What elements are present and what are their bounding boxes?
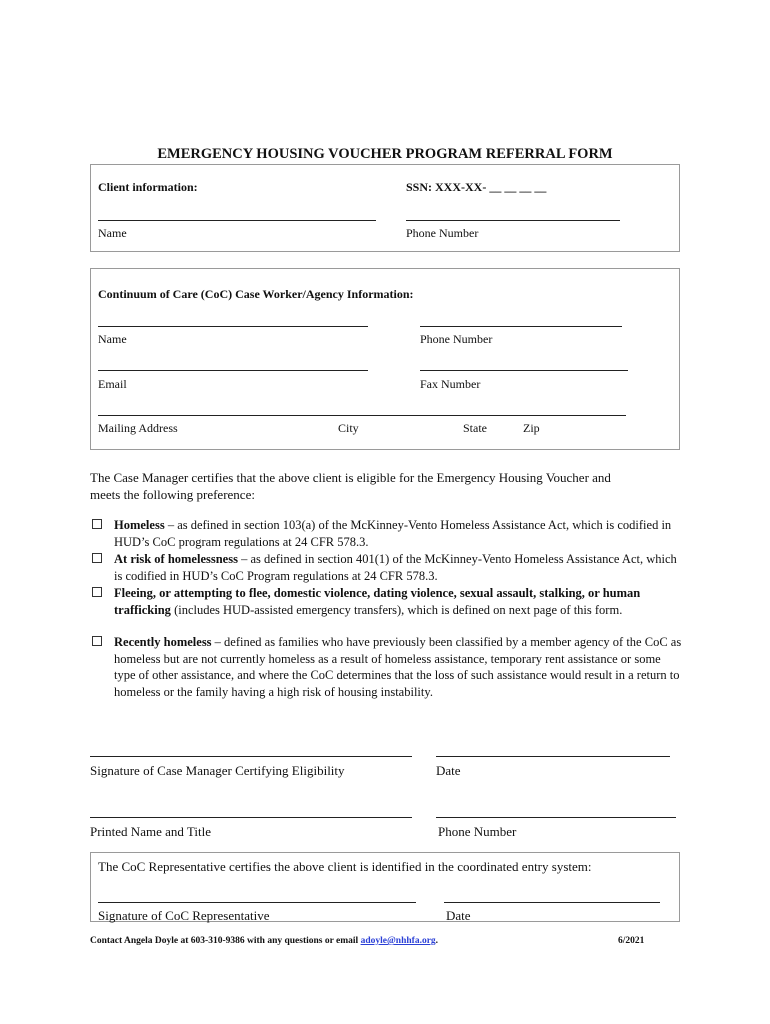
checkbox-homeless[interactable] (92, 519, 102, 529)
zip-label: Zip (523, 421, 540, 435)
option-at-risk[interactable] (114, 551, 684, 584)
coc-rep-statement: The CoC Representative certifies the above client is identified in the coordinated entry system: (98, 859, 592, 874)
coc-email-label: Email (98, 377, 127, 391)
option-fleeing-title: Fleeing, or attempting to flee, domestic violence, dating violence, sexual assault, stalking, or human trafficking (114, 586, 641, 617)
coc-email-line[interactable] (98, 370, 368, 371)
coc-name-line[interactable] (98, 326, 368, 327)
option-homeless-text: – as defined in section 103(a) of the McKinney-Vento Homeless Assistance Act, which is codified in HUD’s CoC program regulations at 24 CFR 578.3. (114, 518, 672, 549)
phone-line[interactable] (436, 817, 676, 818)
checkbox-recently-homeless[interactable] (92, 636, 102, 646)
coc-phone-line[interactable] (420, 326, 622, 327)
case-manager-signature-label: Signature of Case Manager Certifying Eligibility (90, 763, 345, 778)
client-phone-line[interactable] (406, 220, 620, 221)
option-recently-homeless[interactable] (114, 634, 684, 700)
option-at-risk-title: At risk of homelessness (114, 552, 238, 566)
option-homeless[interactable] (114, 517, 684, 550)
certify-line-2: meets the following preference: (90, 487, 255, 502)
ssn-field[interactable]: SSN: XXX-XX- __ __ __ __ (406, 180, 547, 194)
form-title: EMERGENCY HOUSING VOUCHER PROGRAM REFERRAL FORM (157, 146, 613, 162)
client-info-box (90, 164, 680, 252)
coc-fax-line[interactable] (420, 370, 628, 371)
mailing-address-label: Mailing Address (98, 421, 178, 435)
client-name-line[interactable] (98, 220, 376, 221)
coc-rep-date-label: Date (446, 908, 471, 923)
date-line-1[interactable] (436, 756, 670, 757)
state-label: State (463, 421, 487, 435)
option-fleeing[interactable] (114, 585, 684, 618)
coc-rep-signature-label: Signature of CoC Representative (98, 908, 270, 923)
certify-line-1: The Case Manager certifies that the above client is eligible for the Emergency Housing Voucher and (90, 470, 611, 485)
client-info-heading: Client information: (98, 180, 198, 194)
footer-contact-text: Contact Angela Doyle at 603-310-9386 with any questions or email (90, 936, 361, 946)
printed-name-line[interactable] (90, 817, 412, 818)
checkbox-fleeing[interactable] (92, 587, 102, 597)
checkbox-at-risk[interactable] (92, 553, 102, 563)
case-manager-signature-line[interactable] (90, 756, 412, 757)
option-recently-homeless-title: Recently homeless (114, 635, 212, 649)
city-label: City (338, 421, 359, 435)
coc-info-heading: Continuum of Care (CoC) Case Worker/Agency Information: (98, 287, 414, 301)
date-label-1: Date (436, 763, 461, 778)
phone-label: Phone Number (438, 824, 517, 839)
option-at-risk-text: – as defined in section 401(1) of the McKinney-Vento Homeless Assistance Act, which is codified in HUD’s CoC Program regulations at 24 CFR 578.3. (114, 552, 677, 583)
coc-phone-label: Phone Number (420, 332, 493, 346)
footer-email-link[interactable]: adoyle@nhhfa.org (360, 936, 436, 946)
coc-fax-label: Fax Number (420, 377, 481, 391)
footer-contact-suffix: . (435, 936, 439, 946)
option-fleeing-text: (includes HUD-assisted emergency transfers), which is defined on next page of this form. (170, 602, 623, 617)
option-homeless-title: Homeless (114, 518, 165, 532)
footer-contact (90, 936, 438, 946)
option-recently-homeless-text: – defined as families who have previously been classified by a member agency of the CoC as homeless but are not currently homeless as a result of homeless assistance, temporary rent assistance or some type of other assistance, and where the CoC determines that the loss of such assistance would result in a return to homeless or the family having a high risk of housing instability. (114, 635, 682, 699)
mailing-address-line[interactable] (98, 415, 626, 416)
printed-name-label: Printed Name and Title (90, 824, 211, 839)
coc-name-label: Name (98, 332, 127, 346)
client-name-label: Name (98, 226, 127, 240)
footer-version: 6/2021 (618, 936, 645, 946)
client-phone-label: Phone Number (406, 226, 479, 240)
coc-rep-signature-line[interactable] (98, 902, 416, 903)
coc-rep-date-line[interactable] (444, 902, 660, 903)
